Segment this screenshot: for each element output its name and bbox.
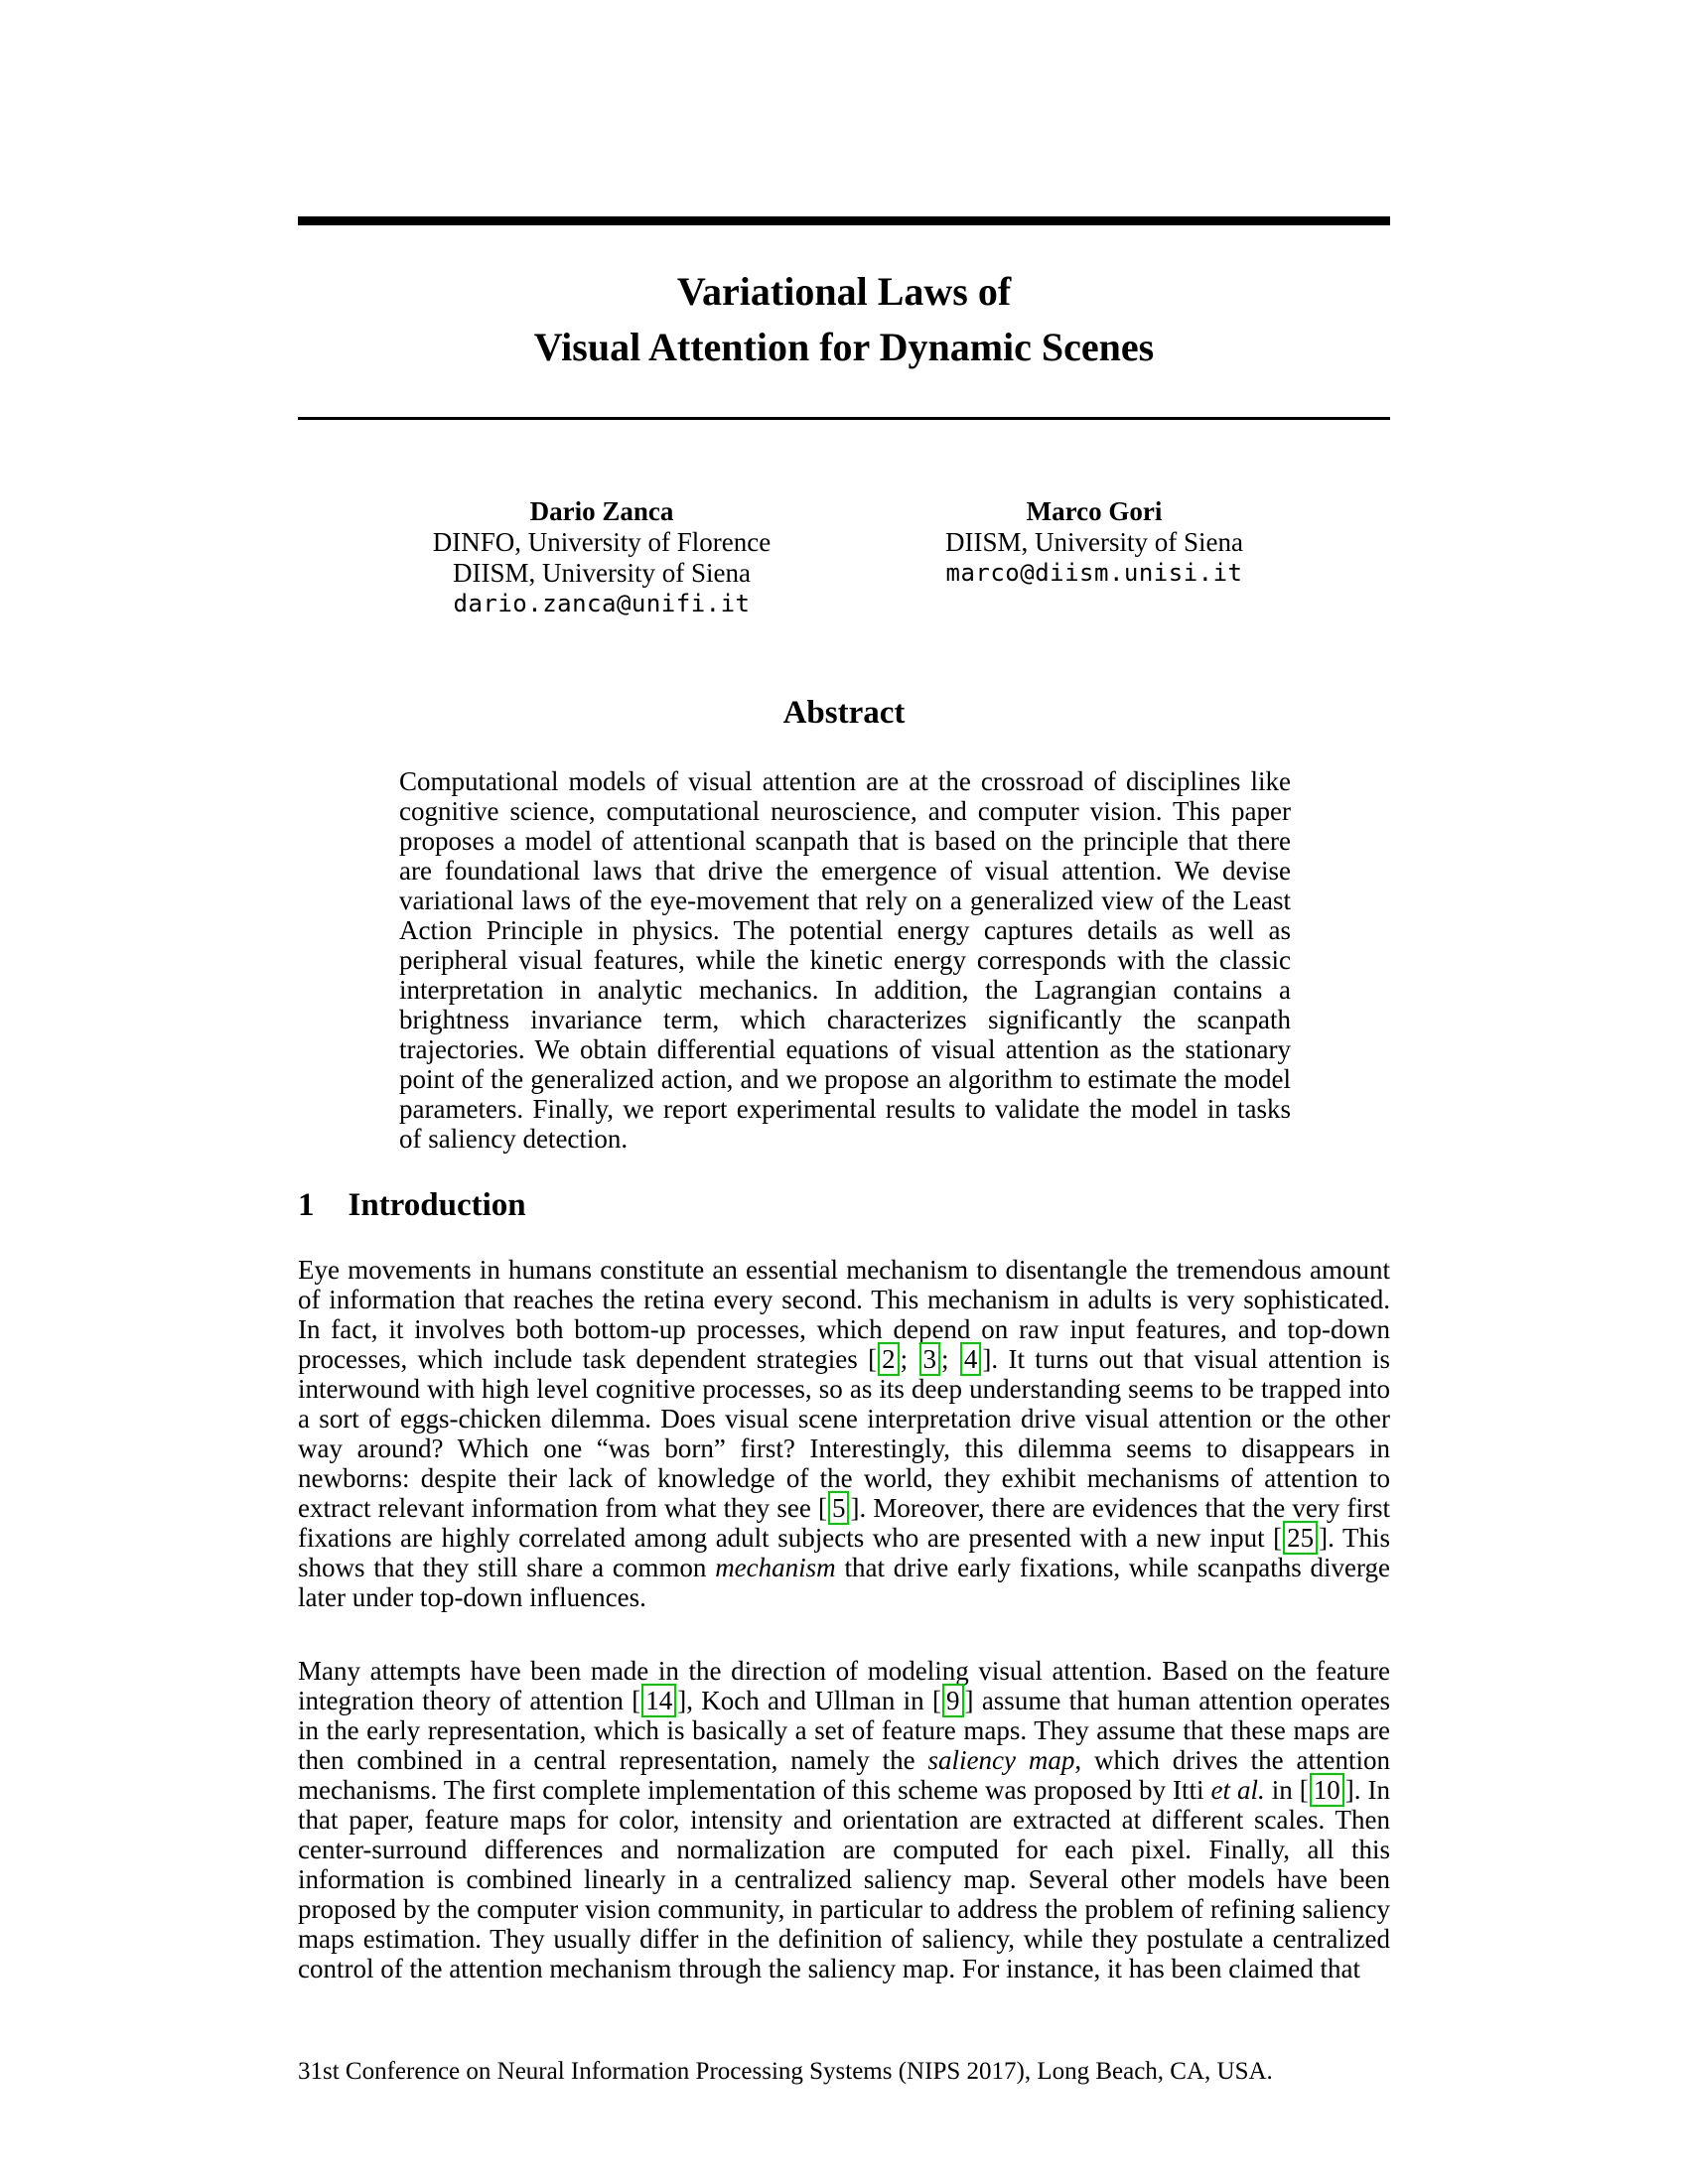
citation-ref[interactable]: 5: [828, 1491, 850, 1525]
paragraph-1: Eye movements in humans constitute an essential mechanism to disentangle the tremendous amount of information that reaches the retina every second. This mechanism in adults is very sophisticated. In fact, it involves both bottom-up processes, which depend on raw input features, and top-down processes, which include task dependent strategies [ 2 ; 3 ; 4 ]. It turns out that visual attention is interwound with high level cognitive processes, so as its deep understanding seems to be trapped into a sort of eggs-chicken dilemma. Does visual scene interpretation drive visual attention or the other way around? Which one “was born” first? Interestingly, this dilemma seems to disappears in newborns: despite their lack of knowledge of the world, they exhibit mechanisms of attention to extract relevant information from what they see [ 5 ]. Moreover, there are evidences that the very first fixations are highly correlated among adult subjects who are presented with a new input [ 25 ]. This shows that they still share a common mechanism that drive early fixations, while scanpaths diverge later under top-down influences.: [298, 1255, 1391, 1612]
paper-title: [298, 264, 1390, 375]
author-email: dario.zanca@unifi.it: [453, 590, 751, 617]
author-block-marco-gori: [856, 496, 1333, 589]
section-number: 1: [298, 1187, 315, 1223]
citation-ref[interactable]: 2: [878, 1342, 900, 1376]
abstract-text: Computational models of visual attention are at the crossroad of disciplines like cognitive science, computational neuroscience, and computer vision. This paper proposes a model of attentional scanpath that is based on the principle that there are foundational laws that drive the emergence of visual attention. We devise variational laws of the eye-movement that rely on a generalized view of the Least Action Principle in physics. The potential energy captures details as well as peripheral visual features, while the kinetic energy corresponds with the classic interpretation in analytic mechanics. In addition, the Lagrangian contains a brightness invariance term, which characterizes significantly the scanpath trajectories. We obtain differential equations of visual attention as the stationary point of the generalized action, and we propose an algorithm to estimate the model parameters. Finally, we report experimental results to validate the model in tasks of saliency detection.: [399, 766, 1291, 1154]
paragraph-2: Many attempts have been made in the direction of modeling visual attention. Based on the feature integration theory of attention [ 14 ], Koch and Ullman in [ 9 ] assume that human attention operates in the early representation, which is basically a set of feature maps. They assume that these maps are then combined in a central representation, namely the saliency map, which drives the attention mechanisms. The first complete implementation of this scheme was proposed by Itti et al. in [ 10 ]. In that paper, feature maps for color, intensity and orientation are extracted at different scales. Then center-surround differences and normalization are computed for each pixel. Finally, all this information is combined linearly in a centralized saliency map. Several other models have been proposed by the computer vision community, in particular to address the problem of refining saliency maps estimation. They usually differ in the definition of saliency, while they postulate a centralized control of the attention mechanism through the saliency map. For instance, it has been claimed that: [298, 1656, 1390, 1983]
abstract-heading: Abstract: [782, 695, 906, 731]
title-rule-bottom: [298, 417, 1390, 420]
author-affiliation: DIISM, University of Siena: [453, 558, 751, 588]
title-line-1: Variational Laws of: [676, 269, 1012, 314]
author-name: Dario Zanca: [529, 496, 674, 526]
author-email: marco@diism.unisi.it: [945, 559, 1243, 587]
title-line-2: Visual Attention for Dynamic Scenes: [533, 325, 1155, 369]
citation-ref[interactable]: 10: [1310, 1773, 1344, 1807]
citation-ref[interactable]: 14: [641, 1684, 676, 1717]
introduction-body: [298, 1255, 1390, 2027]
citation-ref[interactable]: 4: [960, 1342, 982, 1376]
section-heading-introduction: [298, 1187, 526, 1224]
conference-footer: 31st Conference on Neural Information Processing Systems (NIPS 2017), Long Beach, CA, USA.: [298, 2058, 1273, 2085]
title-rule-top: [298, 216, 1390, 225]
author-name: Marco Gori: [1026, 496, 1163, 526]
citation-ref[interactable]: 25: [1283, 1521, 1318, 1555]
author-affiliation: DIISM, University of Siena: [945, 527, 1243, 557]
citation-ref[interactable]: 3: [919, 1342, 941, 1376]
section-title: Introduction: [348, 1187, 526, 1223]
author-affiliation: DINFO, University of Florence: [432, 527, 772, 557]
author-block-dario-zanca: [363, 496, 840, 619]
citation-ref[interactable]: 9: [942, 1684, 964, 1717]
